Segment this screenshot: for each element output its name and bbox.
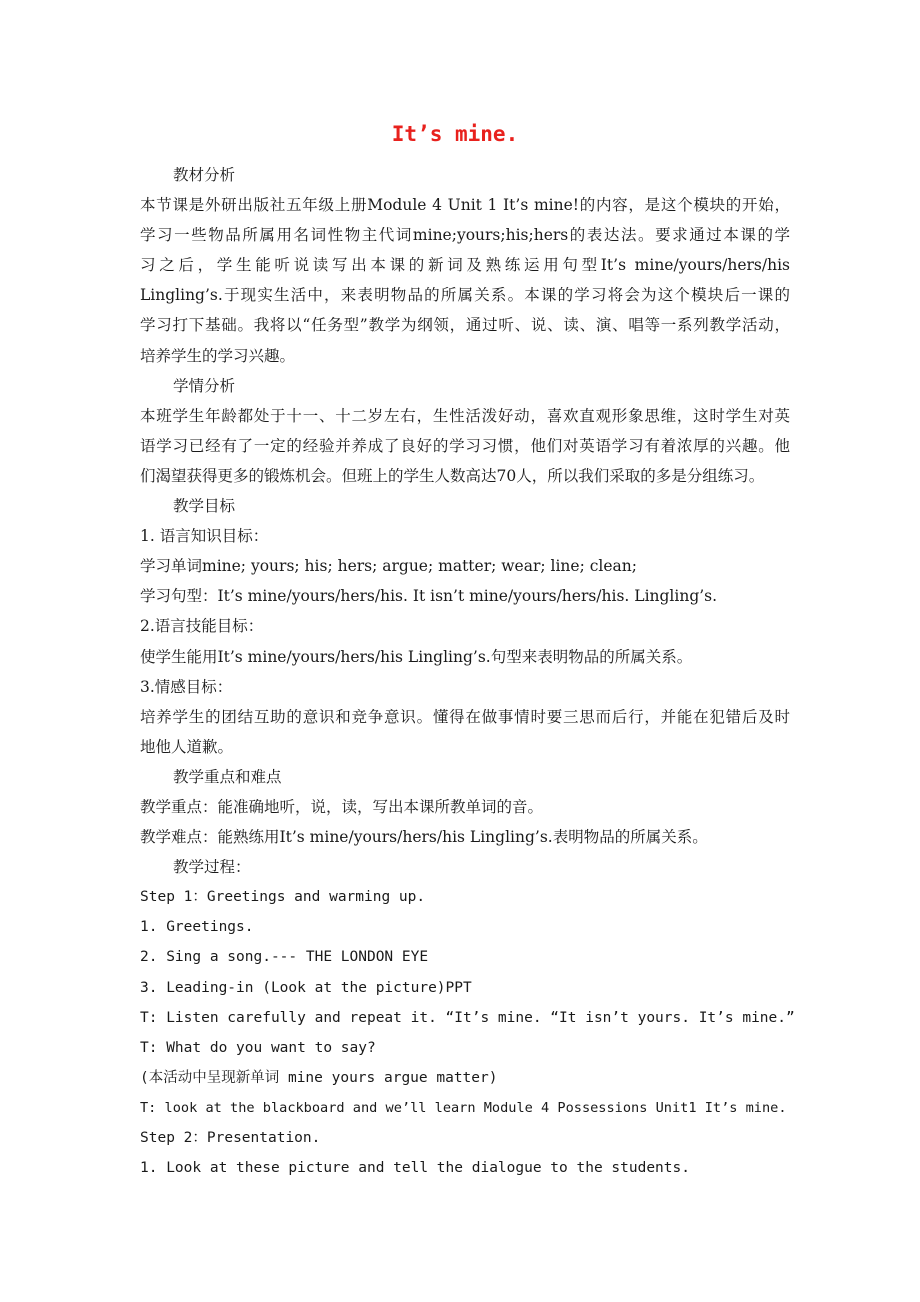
paragraph-line: 培养学生的团结互助的意识和竞争意识。懂得在做事情时要三思而后行，并能在犯错后及时 (140, 707, 790, 726)
paragraph-line: 本班学生年龄都处于十一、十二岁左右，生性活泼好动，喜欢直观形象思维，这时学生对英 (140, 406, 790, 425)
section-heading: 教学目标 (173, 497, 236, 516)
paragraph-line: 学习单词mine; yours; his; hers; argue; matter; wear; line; clean; (140, 557, 637, 576)
paragraph-line: 语学习已经有了一定的经验并养成了良好的学习习惯，他们对英语学习有着浓厚的兴趣。他 (140, 436, 790, 455)
paragraph-line: (本活动中呈现新单词 mine yours argue matter) (140, 1069, 498, 1086)
paragraph-line: 1. Greetings. (140, 919, 254, 936)
section-heading: 教材分析 (173, 166, 236, 184)
paragraph-line: 2.语言技能目标： (140, 617, 264, 636)
section-heading: 学情分析 (173, 376, 236, 395)
paragraph-line: Step 2：Presentation. (140, 1130, 321, 1146)
paragraph-line: T: What do you want to say? (140, 1039, 376, 1056)
paragraph-line: 教学难点：能熟练用It’s mine/yours/hers/his Lingling’s.表明物品的所属关系。 (140, 828, 708, 847)
paragraph-line: 教学重点：能准确地听，说，读，写出本课所教单词的音。 (140, 797, 544, 816)
paragraph-line: 本节课是外研出版社五年级上册Module 4 Unit 1 It’s mine!的内容，是这个模块的开始， (140, 196, 790, 215)
paragraph-line: T: look at the blackboard and we’ll learn Module 4 Possessions Unit1 It’s mine. (140, 1099, 787, 1116)
paragraph-line: 3. Leading-in (Look at the picture)PPT (140, 979, 472, 996)
paragraph-line: 学习一些物品所属用名词性物主代词mine;yours;his;hers的表达法。要求通过本课的学 (140, 226, 790, 245)
paragraph-line: 使学生能用It’s mine/yours/hers/his Lingling’s.句型来表明物品的所属关系。 (140, 647, 693, 666)
section-heading: 教学过程： (173, 858, 251, 877)
paragraph-line: 1. 语言知识目标： (140, 527, 269, 546)
paragraph-line: 学习句型：It’s mine/yours/hers/his. It isn’t mine/yours/hers/his. Lingling’s. (140, 587, 718, 606)
paragraph-line: 2. Sing a song.--- THE LONDON EYE (140, 949, 429, 966)
paragraph-line: 1. Look at these picture and tell the dialogue to the students. (140, 1160, 690, 1177)
paragraph-line: 们渴望获得更多的锻炼机会。但班上的学生人数高达70人，所以我们采取的多是分组练习。 (140, 466, 765, 485)
document-title: It’s mine. (391, 122, 519, 146)
paragraph-line: 习之后，学生能听说读写出本课的新词及熟练运用句型It’s mine/yours/hers/his (140, 256, 790, 275)
section-heading: 教学重点和难点 (173, 767, 282, 786)
paragraph-line: 学习打下基础。我将以“任务型”教学为纲领，通过听、说、读、演、唱等一系列教学活动， (140, 316, 790, 335)
paragraph-line: T: Listen carefully and repeat it. “It’s mine. “It isn’t yours. It’s mine.” (140, 1009, 795, 1026)
document-body (140, 160, 795, 1183)
paragraph-line: 3.情感目标： (140, 677, 233, 696)
paragraph-line: 地他人道歉。 (140, 737, 234, 756)
paragraph-line: 培养学生的学习兴趣。 (140, 346, 296, 365)
paragraph-line: Lingling’s.于现实生活中，来表明物品的所属关系。本课的学习将会为这个模块后一课的 (140, 286, 790, 305)
paragraph-line: Step 1：Greetings and warming up. (140, 889, 426, 906)
